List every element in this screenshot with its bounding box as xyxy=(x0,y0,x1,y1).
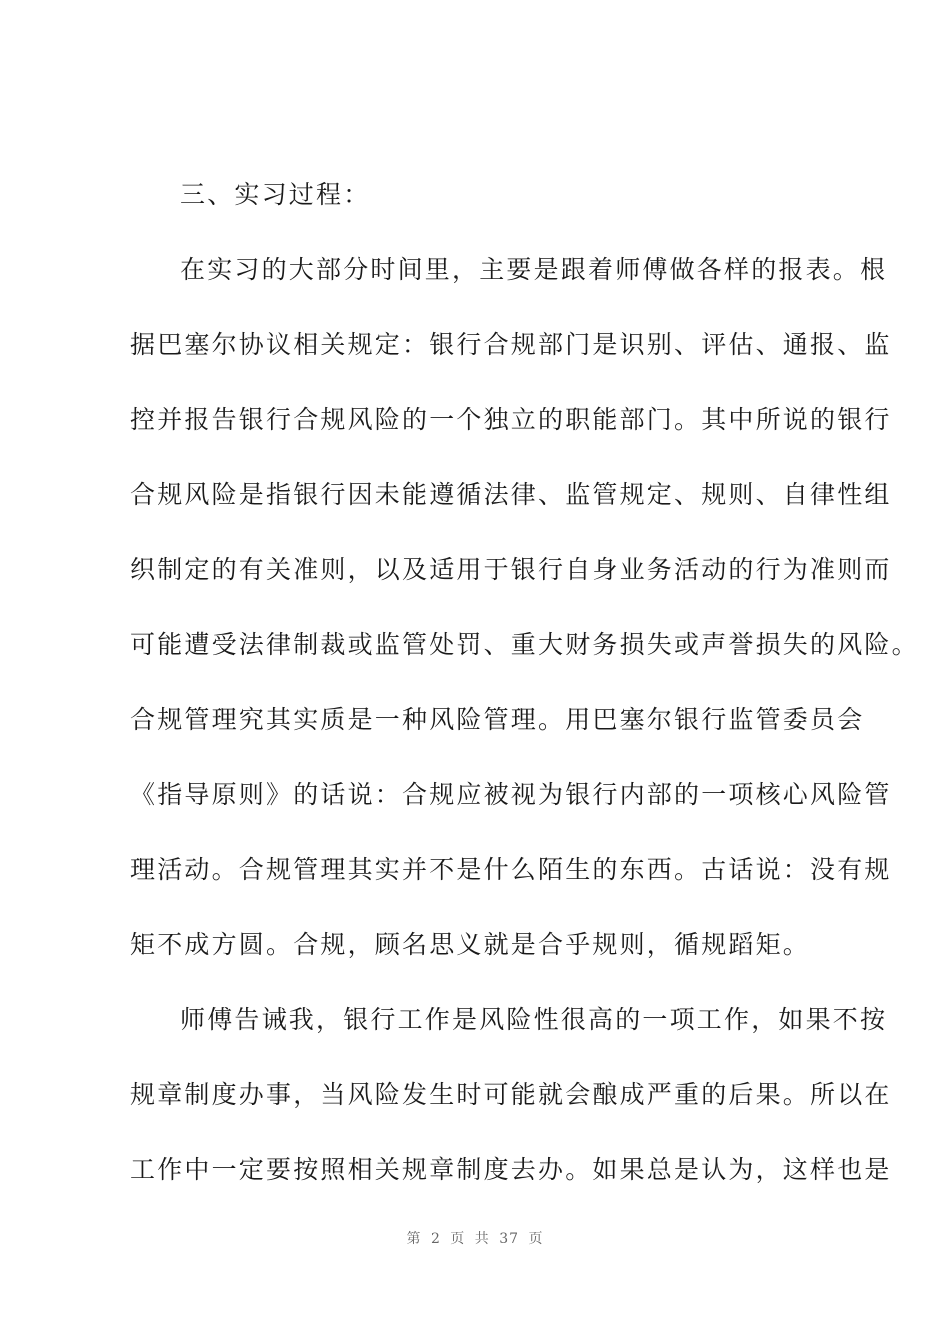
text-line: 规章制度办事，当风险发生时可能就会酿成严重的后果。所以在 xyxy=(130,1080,892,1109)
section-heading: 三、实习过程： xyxy=(180,180,371,209)
text-line: 合规风险是指银行因未能遵循法律、监管规定、规则、自律性组 xyxy=(130,480,892,509)
text-line: 《指导原则》的话说：合规应被视为银行内部的一项核心风险管 xyxy=(130,780,892,809)
text-line: 织制定的有关准则，以及适用于银行自身业务活动的行为准则而 xyxy=(130,555,892,584)
text-line: 合规管理究其实质是一种风险管理。用巴塞尔银行监管委员会 xyxy=(130,705,865,734)
text-line: 工作中一定要按照相关规章制度去办。如果总是认为，这样也是 xyxy=(130,1155,892,1184)
text-line: 在实习的大部分时间里，主要是跟着师傅做各样的报表。根 xyxy=(180,255,888,284)
text-line: 据巴塞尔协议相关规定：银行合规部门是识别、评估、通报、监 xyxy=(130,330,892,359)
text-line: 控并报告银行合规风险的一个独立的职能部门。其中所说的银行 xyxy=(130,405,892,434)
text-line: 理活动。合规管理其实并不是什么陌生的东西。古话说：没有规 xyxy=(130,855,892,884)
text-line: 可能遭受法律制裁或监管处罚、重大财务损失或声誉损失的风险。 xyxy=(130,630,919,659)
page-footer: 第 2 页 共 37 页 xyxy=(406,1231,544,1247)
text-line: 师傅告诫我，银行工作是风险性很高的一项工作，如果不按 xyxy=(180,1005,888,1034)
text-line: 矩不成方圆。合规，顾名思义就是合乎规则，循规蹈矩。 xyxy=(130,930,811,959)
